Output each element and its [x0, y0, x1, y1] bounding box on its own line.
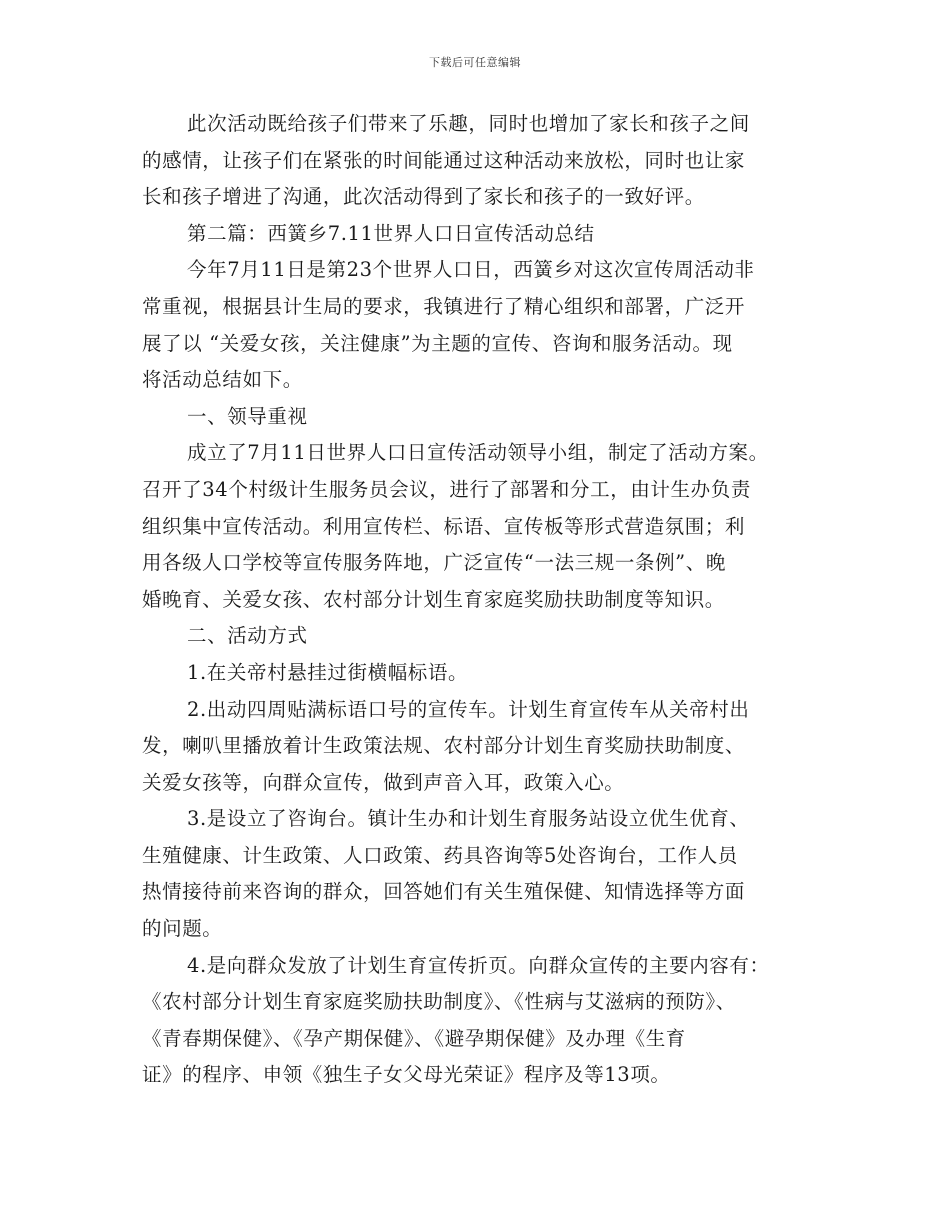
text-line: 第二篇：西簧乡7.11世界人口日宣传活动总结 — [187, 221, 595, 245]
text-line: 的感情，让孩子们在紧张的时间能通过这种活动来放松，同时也让家 — [142, 148, 746, 172]
text-line: 用各级人口学校等宣传服务阵地，广泛宣传“一法三规一条例”、晚 — [142, 551, 726, 575]
text-line: 的问题。 — [142, 917, 223, 941]
text-line: 召开了34个村级计生服务员会议，进行了部署和分工，由计生办负责 — [142, 477, 751, 501]
text-line: 《青春期保健》、《孕产期保健》、《避孕期保健》及办理《生育 — [142, 1026, 686, 1050]
text-line: 展了以 “关爱女孩，关注健康”为主题的宣传、咨询和服务活动。现 — [142, 331, 733, 355]
text-line: 长和孩子增进了沟通，此次活动得到了家长和孩子的一致好评。 — [142, 185, 705, 209]
text-line: 组织集中宣传活动。利用宣传栏、标语、宣传板等形式营造氛围；利 — [142, 514, 746, 538]
text-line: 成立了7月11日世界人口日宣传活动领导小组，制定了活动方案。 — [187, 441, 769, 465]
page-header: 下载后可任意编辑 — [429, 56, 521, 69]
text-line: 2.出动四周贴满标语口号的宣传车。计划生育宣传车从关帝村出 — [187, 697, 750, 721]
text-line: 二、活动方式 — [187, 624, 308, 648]
text-line: 证》的程序、申领《独生子女父母光荣证》程序及等13项。 — [142, 1063, 671, 1087]
text-line: 婚晚育、关爱女孩、农村部分计划生育家庭奖励扶助制度等知识。 — [142, 587, 725, 611]
document-body — [142, 106, 814, 1094]
text-line: 4.是向群众发放了计划生育宣传折页。向群众宣传的主要内容有： — [187, 953, 770, 977]
text-line: 发，喇叭里播放着计生政策法规、农村部分计划生育奖励扶助制度、 — [142, 734, 746, 758]
text-line: 关爱女孩等，向群众宣传，做到声音入耳，政策入心。 — [142, 770, 625, 794]
text-line: 《农村部分计划生育家庭奖励扶助制度》、《性病与艾滋病的预防》、 — [142, 990, 736, 1014]
text-line: 生殖健康、计生政策、人口政策、药具咨询等5处咨询台，工作人员 — [142, 843, 738, 867]
text-line: 此次活动既给孩子们带来了乐趣，同时也增加了家长和孩子之间 — [187, 112, 750, 135]
text-line: 热情接待前来咨询的群众，回答她们有关生殖保健、知情选择等方面 — [142, 880, 746, 904]
text-line: 常重视，根据县计生局的要求，我镇进行了精心组织和部署，广泛开 — [142, 294, 746, 318]
text-line: 一、领导重视 — [187, 404, 308, 428]
text-line: 1.在关帝村悬挂过街横幅标语。 — [187, 660, 469, 684]
text-line: 3.是设立了咨询台。镇计生办和计划生育服务站设立优生优育、 — [187, 807, 750, 831]
text-line: 将活动总结如下。 — [142, 368, 303, 392]
text-line: 今年7月11日是第23个世界人口日，西簧乡对这次宣传周活动非 — [187, 258, 755, 282]
